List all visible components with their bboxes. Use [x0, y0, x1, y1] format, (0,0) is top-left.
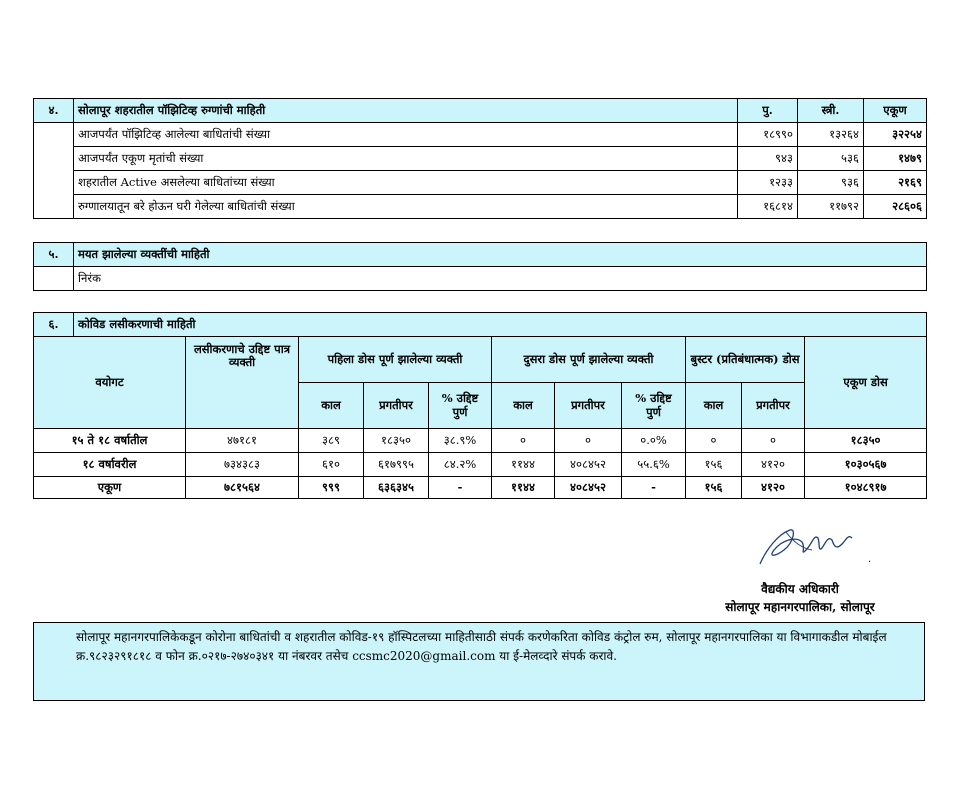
male-value: १८९९० [738, 123, 798, 147]
dose2-pct: ५५.६% [622, 453, 686, 477]
male-header: पु. [738, 99, 798, 123]
booster-yesterday: १५६ [686, 477, 742, 499]
dose2-header: दुसरा डोस पूर्ण झालेल्या व्यक्ती [492, 337, 686, 383]
row-label: रुग्णालयातून बरे होऊन घरी गेलेल्या बाधितांची संख्या [74, 195, 738, 219]
dose2-progressive-header: प्रगतीपर [555, 383, 622, 429]
booster-yesterday-header: काल [686, 383, 742, 429]
age-group-header: वयोगट [34, 337, 186, 429]
dose1-progressive-header: प्रगतीपर [364, 383, 429, 429]
total-doses: १८३५० [805, 429, 927, 453]
total-value: ३२२५४ [864, 123, 927, 147]
male-value: ९४३ [738, 147, 798, 171]
total-doses: १०३०५६७ [805, 453, 927, 477]
dose2-yesterday: ११४४ [492, 477, 555, 499]
vaccination-table [33, 312, 927, 499]
dose1-yesterday: ३८९ [299, 429, 364, 453]
dose2-yesterday: ० [492, 429, 555, 453]
age-group: एकूण [34, 477, 186, 499]
table-row [34, 477, 927, 499]
signature-designation: वैद्यकीय अधिकारी [761, 582, 839, 596]
dose1-pct: ३८.९% [429, 429, 492, 453]
dose2-yesterday: ११४४ [492, 453, 555, 477]
total-value: २८६०६ [864, 195, 927, 219]
female-header: स्त्री. [798, 99, 864, 123]
male-value: १६८१४ [738, 195, 798, 219]
section-number: ६. [34, 313, 74, 337]
booster-progressive-header: प्रगतीपर [742, 383, 805, 429]
total-header: एकूण [864, 99, 927, 123]
booster-progressive: ४१२० [742, 453, 805, 477]
female-value: ११७९२ [798, 195, 864, 219]
row-label: शहरातील Active असलेल्या बाधितांच्या संख्या [74, 171, 738, 195]
target-header: लसीकरणाचे उद्दिष्ट पात्र व्यक्ती [186, 337, 299, 429]
dose1-yesterday-header: काल [299, 383, 364, 429]
section-title: सोलापूर शहरातील पॉझिटिव्ह रुग्णांची माहिती [74, 99, 738, 123]
row-label: आजपर्यंत पॉझिटिव्ह आलेल्या बाधितांची संख्या [74, 123, 738, 147]
female-value: १३२६४ [798, 123, 864, 147]
dose1-progressive: १८३५० [364, 429, 429, 453]
target-value: ४७१८१ [186, 429, 299, 453]
table-row [34, 147, 927, 171]
table-row [34, 429, 927, 453]
signature-dot: . [868, 554, 872, 565]
dose2-progressive: ० [555, 429, 622, 453]
table-row [34, 123, 927, 147]
dose2-progressive: ४०८४५२ [555, 453, 622, 477]
booster-header: बुस्टर (प्रतिबंधात्मक) डोस [686, 337, 805, 383]
target-value: ७८१५६४ [186, 477, 299, 499]
positive-patients-table [33, 98, 927, 219]
dose2-progressive: ४०८४५२ [555, 477, 622, 499]
total-doses: १०४८९१७ [805, 477, 927, 499]
dose1-yesterday: ९९९ [299, 477, 364, 499]
age-group: १५ ते १८ वर्षातील [34, 429, 186, 453]
male-value: १२३३ [738, 171, 798, 195]
total-doses-header: एकूण डोस [805, 337, 927, 429]
dose2-pct: - [622, 477, 686, 499]
booster-progressive: ४१२० [742, 477, 805, 499]
dose1-pct: - [429, 477, 492, 499]
section-title: कोविड लसीकरणाची माहिती [74, 313, 927, 337]
dose1-header: पहिला डोस पूर्ण झालेल्या व्यक्ती [299, 337, 492, 383]
dose2-pct: ०.०% [622, 429, 686, 453]
deaths-table [33, 242, 927, 291]
signature-office: सोलापूर महानगरपालिका, सोलापूर [725, 600, 875, 614]
booster-progressive: ० [742, 429, 805, 453]
row-label: आजपर्यंत एकूण मृतांची संख्या [74, 147, 738, 171]
dose1-pct-header: % उद्दिष्ट पुर्ण [429, 383, 492, 429]
dose2-pct-header: % उद्दिष्ट पुर्ण [622, 383, 686, 429]
total-value: १४७९ [864, 147, 927, 171]
dose1-pct: ८४.२% [429, 453, 492, 477]
table-row [34, 453, 927, 477]
booster-yesterday: ० [686, 429, 742, 453]
dose1-progressive: ६३६३४५ [364, 477, 429, 499]
target-value: ७३४३८३ [186, 453, 299, 477]
age-group: १८ वर्षावरील [34, 453, 186, 477]
table-row [34, 195, 927, 219]
dose1-progressive: ६१७९९५ [364, 453, 429, 477]
dose2-yesterday-header: काल [492, 383, 555, 429]
contact-note: सोलापूर महानगरपालिकेकडून कोरोना बाधितांची व शहरातील कोविड-१९ हॉस्पिटलच्या माहितीसाठी संपर्क करणेकरिता कोविड कंट्रोल रुम, सोलापूर महानगरपालिका या विभागाकडील मोबाईल क्र.९८२३२९१८१८ व फोन क्र.०२१७-२७४०३४१ या नंबरवर तसेच ccsmc2020@gmail.com या ई-मेलव्दारे संपर्क करावे. [33, 622, 925, 701]
signature-image [756, 520, 866, 570]
signature-block [690, 580, 910, 616]
table-row [34, 171, 927, 195]
female-value: ९३६ [798, 171, 864, 195]
booster-yesterday: १५६ [686, 453, 742, 477]
section-number: ४. [34, 99, 74, 123]
section-content: निरंक [74, 267, 927, 291]
dose1-yesterday: ६१० [299, 453, 364, 477]
section-number: ५. [34, 243, 74, 267]
total-value: २१६९ [864, 171, 927, 195]
female-value: ५३६ [798, 147, 864, 171]
section-title: मयत झालेल्या व्यक्तींची माहिती [74, 243, 927, 267]
